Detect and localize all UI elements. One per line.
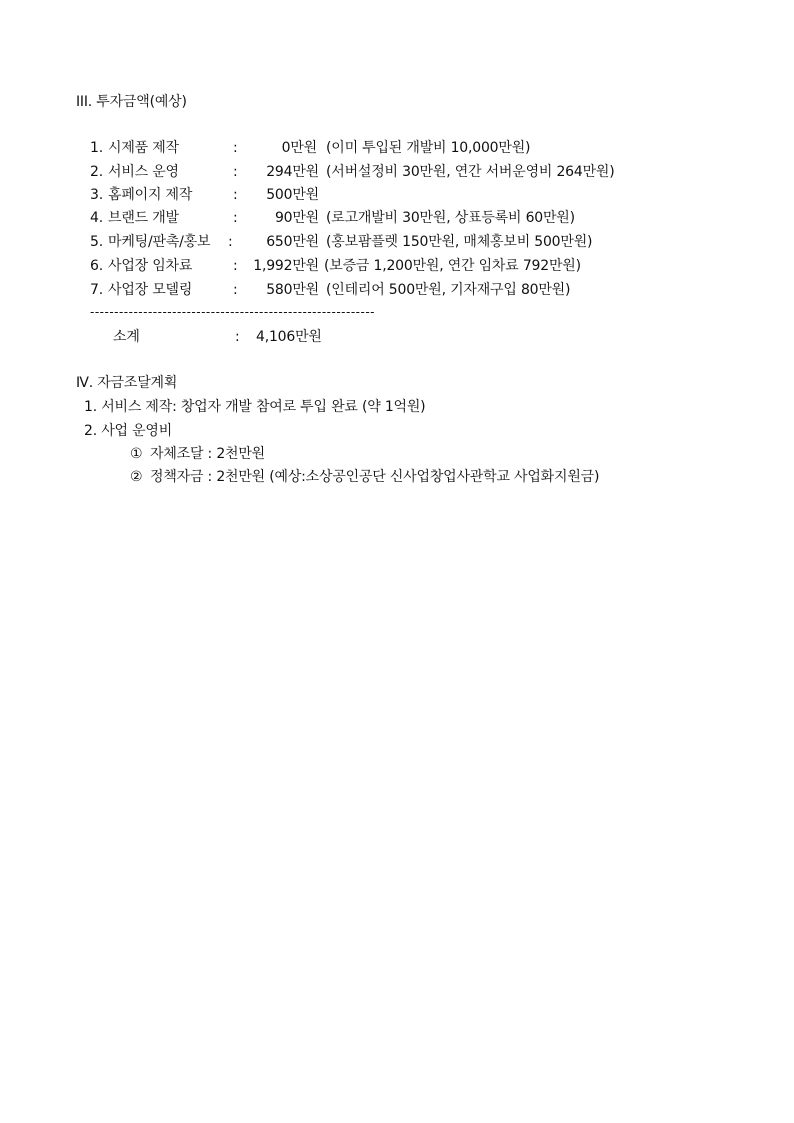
funding-subitem-1 [0, 444, 794, 464]
item-amount: 90만원 [274, 210, 319, 226]
investment-item-5 [0, 232, 794, 252]
item-amount: 500만원 [266, 187, 319, 203]
item-colon: : [228, 234, 233, 250]
subitem-text: 자체조달 : 2천만원 [150, 446, 265, 462]
subitem-text: 정책자금 : 2천만원 (예상:소상공인공단 신사업창업사관학교 사업화지원금) [150, 469, 600, 485]
investment-item-3 [0, 185, 794, 205]
item-number: 6. [90, 258, 103, 274]
item-name: 마케팅/판촉/홍보 [108, 234, 211, 250]
item-amount: 0만원 [281, 140, 317, 156]
funding-item-1: 1. 서비스 제작: 창업자 개발 참여로 투입 완료 (약 1억원) [84, 399, 426, 415]
circled-number-2: ② [130, 469, 143, 485]
section-4-title: Ⅳ. 자금조달계획 [76, 375, 178, 391]
item-number: 4. [90, 210, 103, 226]
investment-item-6 [0, 256, 794, 276]
subtotal-row [0, 327, 794, 347]
item-note: (서버설정비 30만원, 연간 서버운영비 264만원) [326, 164, 615, 180]
item-note: (로고개발비 30만원, 상표등록비 60만원) [326, 210, 575, 226]
item-name: 브랜드 개발 [108, 210, 179, 226]
item-number: 3. [90, 187, 103, 203]
subtotal-colon: : [235, 329, 240, 345]
item-number: 2. [90, 164, 103, 180]
item-note: (이미 투입된 개발비 10,000만원) [326, 140, 531, 156]
item-amount: 580만원 [266, 282, 319, 298]
item-colon: : [233, 210, 238, 226]
investment-item-1 [0, 138, 794, 158]
item-note: (인테리어 500만원, 기자재구입 80만원) [326, 282, 571, 298]
item-note: (홍보팜플렛 150만원, 매체홍보비 500만원) [326, 234, 593, 250]
subtotal-amount: 4,106만원 [256, 329, 322, 345]
investment-item-4 [0, 208, 794, 228]
item-amount: 650만원 [266, 234, 319, 250]
item-colon: : [233, 164, 238, 180]
investment-item-2 [0, 162, 794, 182]
subtotal-label: 소계 [113, 329, 140, 345]
item-number: 7. [90, 282, 103, 298]
item-number: 5. [90, 234, 103, 250]
section-3-title: III. 투자금액(예상) [76, 94, 187, 110]
item-name: 시제품 제작 [108, 140, 179, 156]
item-amount: 294만원 [266, 164, 319, 180]
separator-line: ----------------------------------------------------------- [90, 305, 375, 319]
item-note: (보증금 1,200만원, 연간 임차료 792만원) [324, 258, 581, 274]
funding-subitem-2 [0, 467, 794, 487]
item-amount: 1,992만원 [253, 258, 319, 274]
item-name: 홈페이지 제작 [108, 187, 193, 203]
item-colon: : [233, 282, 238, 298]
investment-item-7 [0, 280, 794, 300]
item-colon: : [233, 258, 238, 274]
item-colon: : [233, 187, 238, 203]
item-name: 사업장 모델링 [108, 282, 193, 298]
circled-number-1: ① [130, 446, 143, 462]
item-number: 1. [90, 140, 103, 156]
item-name: 사업장 임차료 [108, 258, 193, 274]
funding-item-2: 2. 사업 운영비 [84, 423, 173, 439]
item-name: 서비스 운영 [108, 164, 179, 180]
item-colon: : [233, 140, 238, 156]
